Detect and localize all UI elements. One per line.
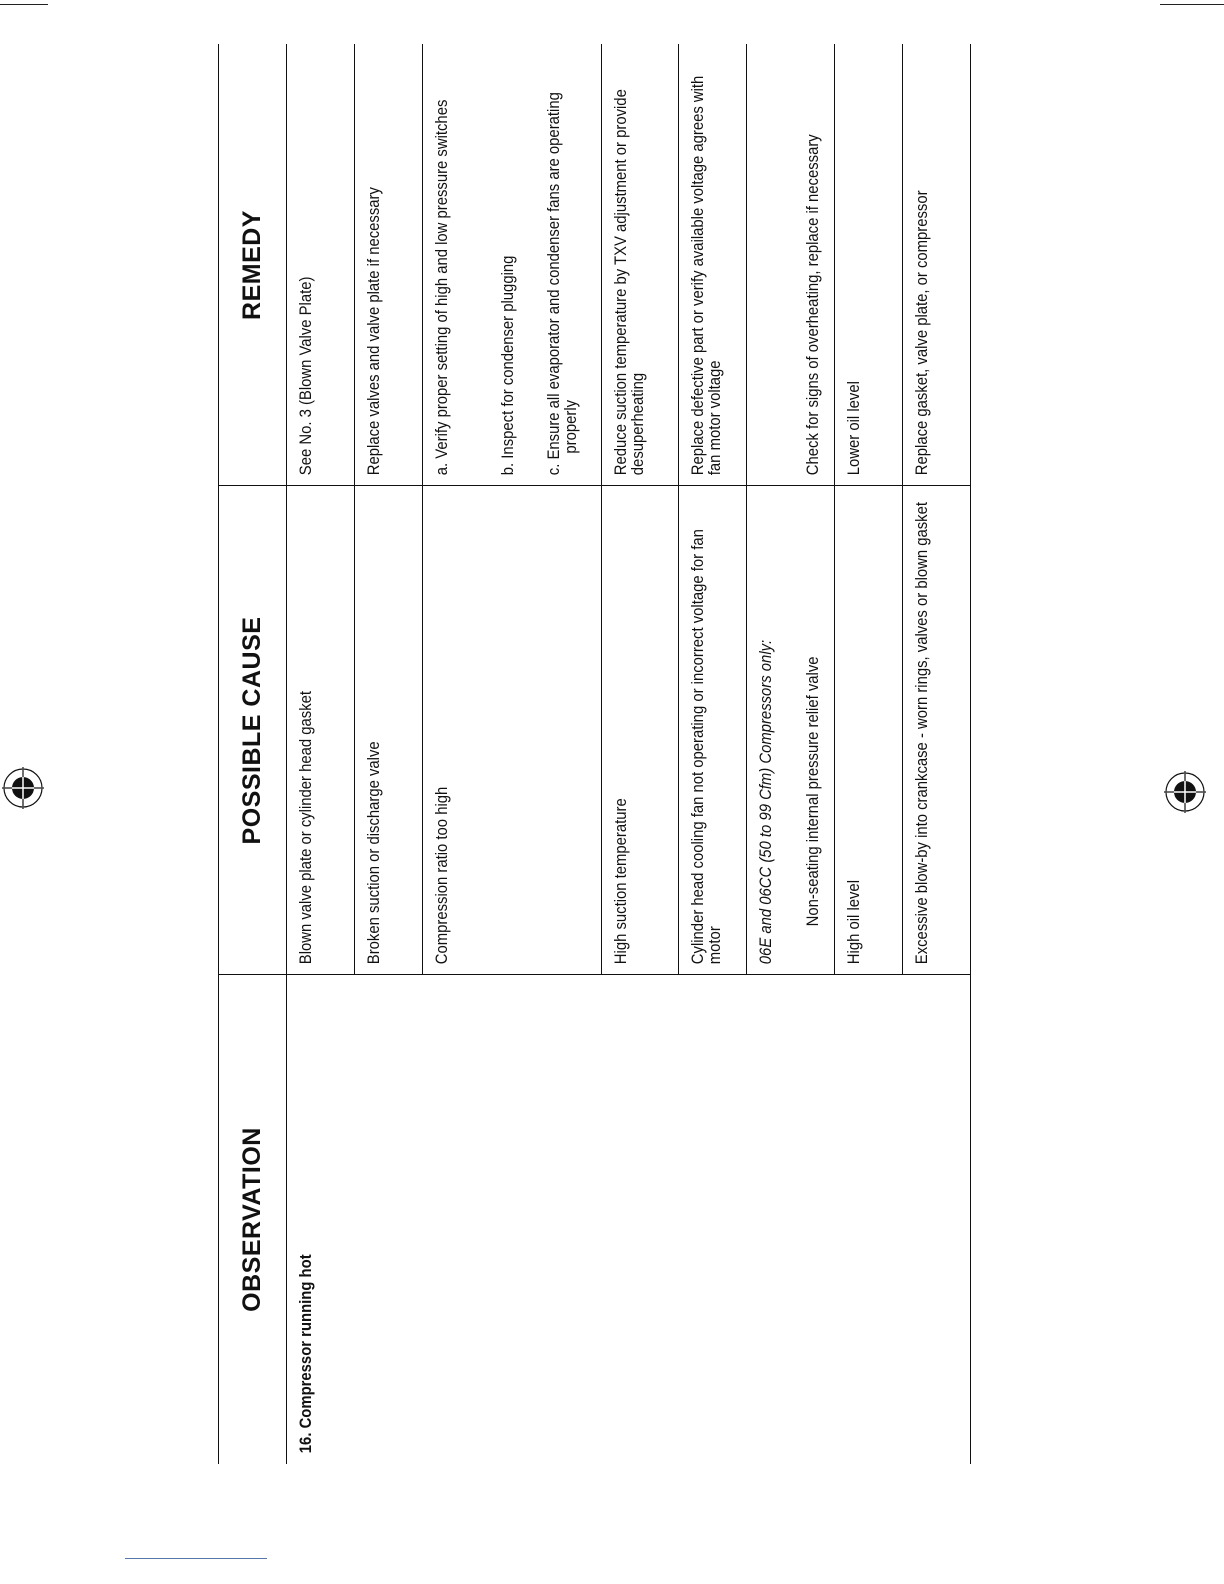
remedy-cell: Replace valves and valve plate if necessary: [365, 187, 383, 476]
remedy-cell: Reduce suction temperature by TXV adjustment or provide desuperheating: [612, 89, 647, 476]
remedy-cell: Lower oil level: [845, 381, 863, 476]
troubleshooting-table: [218, 44, 970, 1464]
cause-cell: High oil level: [845, 880, 863, 965]
observation-header: OBSERVATION: [237, 1127, 266, 1312]
cause-subheading: 06E and 06CC (50 to 99 Cfm) Compressors only:: [757, 639, 775, 965]
remedy-item-c: c. Ensure all evaporator and condenser fans are operating properly: [545, 92, 580, 476]
remedy-column: [218, 44, 970, 486]
cause-cell: Compression ratio too high: [433, 786, 451, 965]
cause-header: POSSIBLE CAUSE: [237, 616, 266, 845]
crop-mark-top-right: [1160, 4, 1224, 5]
remedy-cell: See No. 3 (Blown Valve Plate): [297, 276, 315, 476]
observation-column: [218, 975, 970, 1464]
cause-cell: Broken suction or discharge valve: [365, 741, 383, 965]
remedy-item-b: b. Inspect for condenser plugging: [499, 255, 517, 476]
table-border-bottom: [970, 44, 971, 1464]
observation-text: 16. Compressor running hot: [297, 1254, 315, 1454]
remedy-cell: Check for signs of overheating, replace if necessary: [804, 134, 822, 476]
cause-cell: High suction temperature: [612, 798, 630, 965]
remedy-cell: Replace gasket, valve plate, or compressor: [913, 190, 931, 476]
registration-mark-icon: [1164, 771, 1206, 813]
cause-cell: Blown valve plate or cylinder head gasket: [297, 690, 315, 965]
cause-cell: Cylinder head cooling fan not operating or incorrect voltage for fan motor: [689, 529, 724, 965]
remedy-item-a: a. Verify proper setting of high and low pressure switches: [433, 99, 451, 476]
cause-cell: Excessive blow-by into crankcase - worn rings, valves or blown gasket: [913, 502, 931, 965]
remedy-cell: Replace defective part or verify available voltage agrees with fan motor voltage: [689, 75, 724, 476]
registration-mark-icon: [2, 767, 44, 809]
cause-cell: Non-seating internal pressure relief valve: [804, 656, 822, 927]
cause-column: [218, 486, 970, 975]
remedy-header: REMEDY: [237, 210, 266, 320]
crop-mark-top-left: [0, 4, 48, 5]
crop-mark-bottom-left: [125, 1558, 267, 1559]
